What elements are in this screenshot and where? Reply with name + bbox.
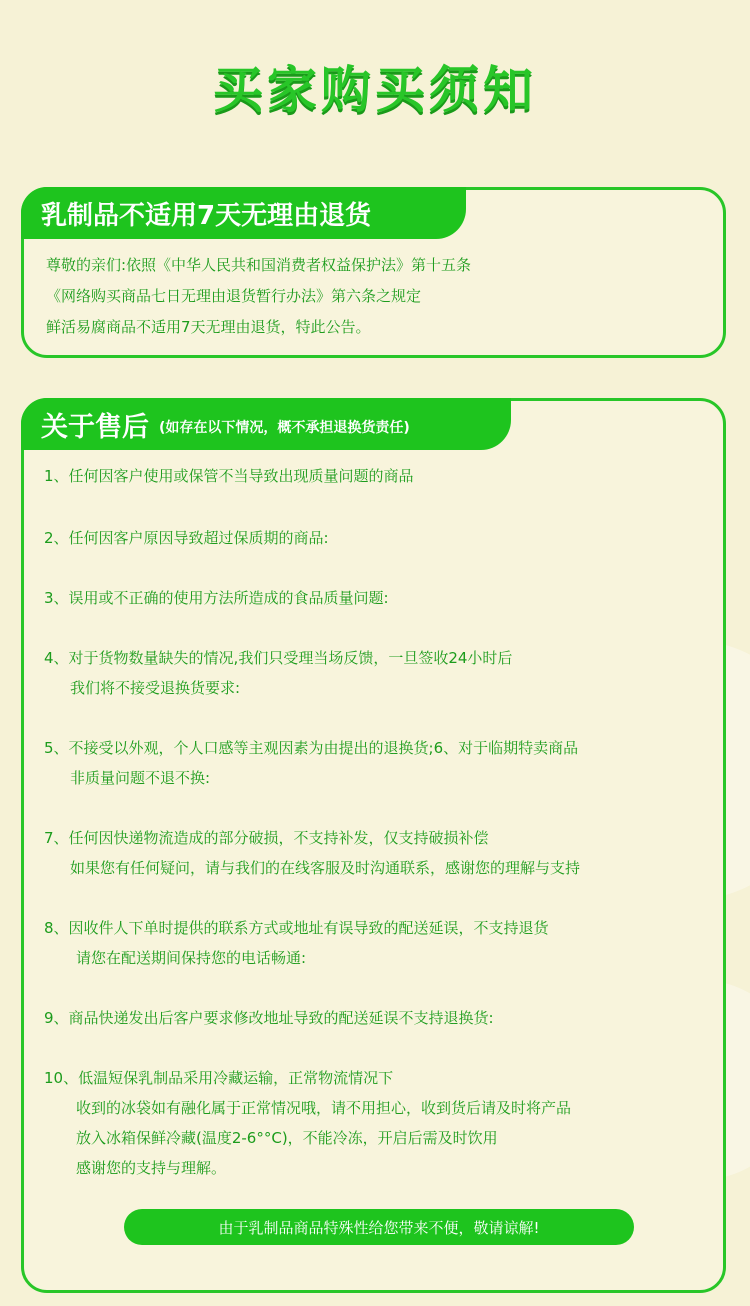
rule-item-continuation: 非质量问题不退不换: — [70, 769, 211, 787]
after-sales-heading — [21, 398, 511, 450]
rule-item: 8、因收件人下单时提供的联系方式或地址有误导致的配送延误，不支持退货 — [44, 919, 549, 937]
notice-line: 尊敬的亲们:依照《中华人民共和国消费者权益保护法》第十五条 — [46, 256, 472, 274]
rule-item: 3、误用或不正确的使用方法所造成的食品质量问题: — [44, 589, 389, 607]
notice-line: 鲜活易腐商品不适用7天无理由退货，特此公告。 — [46, 318, 371, 336]
page-title: 买家购买须知 — [213, 61, 537, 119]
after-sales-title: 关于售后 — [41, 411, 149, 443]
rule-item: 7、任何因快递物流造成的部分破损，不支持补发，仅支持破损补偿 — [44, 829, 489, 847]
rule-item-continuation: 收到的冰袋如有融化属于正常情况哦，请不用担心，收到货后请及时将产品 — [76, 1099, 572, 1117]
rule-item: 4、对于货物数量缺失的情况,我们只受理当场反馈，一旦签收24小时后 — [44, 649, 513, 667]
no-return-notice-heading: 乳制品不适用7天无理由退货 — [21, 187, 466, 239]
rule-item: 1、任何因客户使用或保管不当导致出现质量问题的商品 — [44, 467, 414, 485]
apology-banner: 由于乳制品商品特殊性给您带来不便，敬请谅解! — [124, 1209, 634, 1245]
no-return-notice-card — [21, 187, 726, 358]
rule-item: 9、商品快递发出后客户要求修改地址导致的配送延误不支持退换货: — [44, 1009, 494, 1027]
rule-item-continuation: 放入冰箱保鲜冷藏(温度2-6°°C)，不能冷冻，开启后需及时饮用 — [76, 1129, 498, 1147]
rule-item-continuation: 请您在配送期间保持您的电话畅通: — [76, 949, 307, 967]
rule-item-continuation: 感谢您的支持与理解。 — [76, 1159, 227, 1177]
after-sales-card — [21, 398, 726, 1293]
rule-item: 2、任何因客户原因导致超过保质期的商品: — [44, 529, 329, 547]
notice-line: 《网络购买商品七日无理由退货暂行办法》第六条之规定 — [46, 287, 422, 305]
after-sales-subtitle: (如存在以下情况，概不承担退换货责任) — [159, 420, 410, 436]
rule-item-continuation: 如果您有任何疑问，请与我们的在线客服及时沟通联系，感谢您的理解与支持 — [70, 859, 581, 877]
rule-item: 5、不接受以外观，个人口感等主观因素为由提出的退换货;6、对于临期特卖商品 — [44, 739, 579, 757]
rule-item-continuation: 我们将不接受退换货要求: — [70, 679, 241, 697]
rule-item: 10、低温短保乳制品采用冷藏运输，正常物流情况下 — [44, 1069, 394, 1087]
